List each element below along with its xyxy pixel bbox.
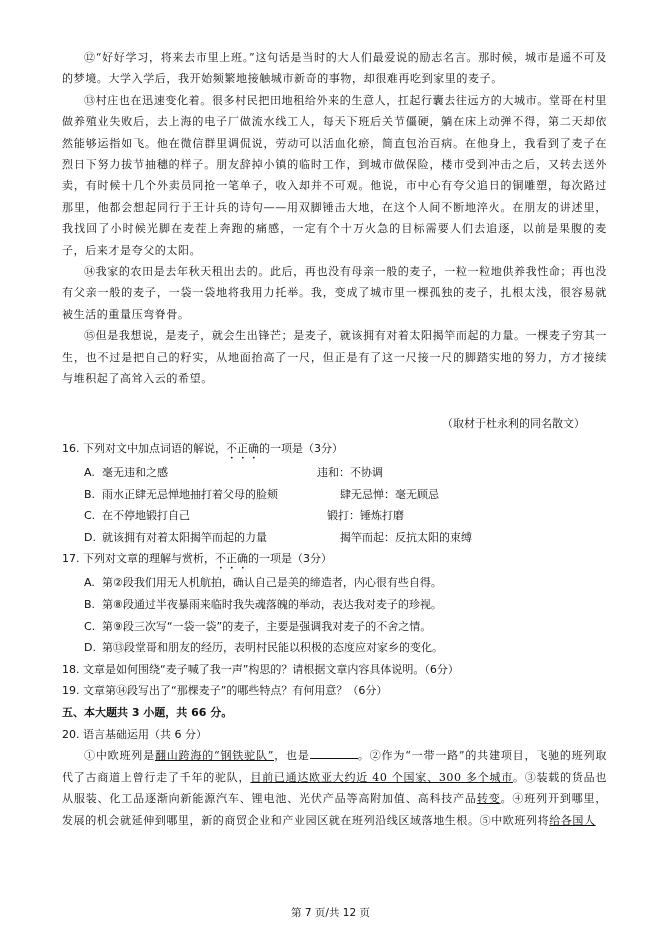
option-phrase: 就该拥有对着太阳揭竿而起的力量 [102, 530, 267, 544]
question-19: 19. 文章第⑭段写出了“那棵麦子”的哪些特点？有何用意？（6分） [62, 684, 388, 698]
question-17-option-d [84, 637, 607, 659]
option-label: C. [84, 509, 96, 523]
question-16-emphasis: 不正确 [226, 442, 259, 455]
option-phrase: 在不停地锻打自己 [102, 509, 190, 523]
paragraph-14: ⑭我家的农田是去年秋天租出去的。此后，再也没有母亲一般的麦子，一粒一粒地供养我性命；再也没有父亲一般的麦子，一袋一袋地将我用力托举。我，变成了城市里一棵孤独的麦子，扎根太浅，很容易就被生活的重量压弯脊骨。 [62, 265, 607, 321]
question-18: 18. 文章是如何围绕“麦子喊了我一声”构思的？请根据文章内容具体说明。（6分） [62, 662, 459, 676]
option-definition: 肆无忌惮：毫无顾忌 [340, 487, 439, 501]
section-five-heading: 五、本大题共 3 小题，共 66 分。 [62, 705, 233, 719]
fill-in-blank [310, 746, 358, 759]
underlined-phrase-1: 翻山跨海的“钢铁驼队” [154, 749, 274, 763]
passage-text: 。④班列开到哪里，发展的机会就延伸到哪里，新的商贸企业和产业园区就在班列沿线区域落地生根。⑤中欧班列将 [62, 792, 608, 827]
option-label: A. [84, 466, 95, 479]
option-text: 第⑨段三次写“一袋一袋”的麦子，主要是强调我对麦子的不舍之情。 [102, 619, 432, 633]
option-phrase: 毫无违和之感 [102, 466, 168, 479]
passage-text: ①中欧班列是 [84, 749, 155, 763]
question-16-option-b [84, 484, 607, 506]
option-definition: 违和：不协调 [317, 466, 383, 479]
passage-text: ，也是 [274, 749, 310, 763]
question-17-stem-text: 17. 下列对文章的理解与赏析， [62, 552, 215, 566]
underlined-phrase-2: 目前已通达欧亚大约近 40 个国家、300 多个城市 [250, 770, 513, 784]
option-label: C. [84, 619, 96, 633]
option-label: D. [84, 641, 96, 655]
option-label: D. [84, 530, 96, 544]
questions [62, 438, 607, 832]
question-20-title: 20. 语言基础运用（共 6 分） [62, 727, 207, 741]
question-17-option-a [84, 572, 607, 594]
question-20-passage [62, 745, 607, 831]
option-definition: 锻打：锤炼打磨 [327, 509, 404, 523]
option-text: 第⑬段堂哥和朋友的经历，表明村民能以积极的态度应对家乡的变化。 [102, 641, 443, 655]
option-text: 第②段我们用无人机航拍，确认自己是美的缔造者，内心很有些自得。 [102, 576, 442, 590]
passage-text: 。②作为“一带一路”的共建项目，飞驰的班列取代了古商道上曾行走了千年的驼队， [62, 749, 607, 784]
question-16-stem [62, 438, 607, 462]
underlined-phrase-3: 转变 [476, 792, 501, 806]
question-17-stem [62, 548, 607, 572]
question-16-stem-text: 16. 下列对文中加点词语的解说， [62, 442, 226, 455]
question-17-emphasis: 不正确 [215, 552, 248, 566]
question-16-option-a [84, 462, 607, 484]
option-label: B. [84, 487, 96, 501]
paragraph-12: ⑫“好好学习，将来去市里上班。”这句话是当时的大人们最爱说的励志名言。那时候，城市是遥不可及的梦境。大学入学后，我开始频繁地接触城市新奇的事物，却很难再吃到家里的麦子。 [62, 51, 607, 86]
question-17-stem-suffix: 的一项是（3分） [248, 552, 332, 566]
paragraph-15: ⑮但是我想说，是麦子，就会生出锋芒；是麦子，就该拥有对着太阳揭竿而起的力量。一棵麦子穷其一生，也不过是把自己的籽实，从地面抬高了一尺，但正是有了这一尺接一尺的脚踏实地的努力，方才接续与堆积起了高耸入云的希望。 [62, 329, 607, 386]
passage-text: 。③装载的货品也从服装、化工品逐渐向新能源汽车、锂电池、光伏产品等高附加值、高科技产品 [62, 770, 607, 806]
question-16-option-d [84, 527, 607, 549]
option-label: B. [84, 597, 96, 611]
essay-excerpt [62, 47, 607, 390]
option-phrase: 雨水正肆无忌惮地抽打着父母的脸颊 [102, 487, 278, 501]
question-16-option-c [84, 505, 607, 527]
page-number: 第 7 页/共 12 页 [291, 907, 370, 919]
option-label: A. [84, 576, 95, 590]
underlined-phrase-4: 给各国人 [549, 813, 596, 827]
option-definition: 揭竿而起：反抗太阳的束缚 [340, 530, 472, 544]
question-17-option-c [84, 616, 607, 638]
option-text: 第⑧段通过半夜暴雨来临时我失魂落魄的举动，表达我对麦子的珍视。 [102, 597, 442, 611]
essay-source: （取材于杜永利的同名散文） [442, 417, 585, 430]
question-17-option-b [84, 594, 607, 616]
paragraph-13: ⑬村庄也在迅速变化着。很多村民把田地租给外来的生意人，扛起行囊去往远方的大城市。堂哥在村里做养殖业失败后，去上海的电子厂做流水线工人，每天下班后关节僵硬，躺在床上动弹不得，第二天却依然能够运指如飞。他在微信群里调侃说，劳动可以活血化瘀，简直包治百病。在他身上，我看到了麦子在烈日下努力拔节抽穗的样子。朋友辞掉小镇的临时工作，到城市做保险，楼市受到冲击之后，又转去送外卖，有时候十几个外卖员同抢一笔单子，收入却并不可观。他说，市中心有夸父追日的铜雕塑，每次路过那里，他都会想起同行于王计兵的诗句——用双脚锤击大地，在这个人间不断地淬火。在朋友的讲述里，我找回了小时候光脚在麦茬上奔跑的痛感，一定有个十万火急的目标需要人们去追逐，以前是果腹的麦子，后来才是夸父的太阳。 [62, 93, 607, 257]
question-16-stem-suffix: 的一项是（3分） [259, 442, 343, 455]
